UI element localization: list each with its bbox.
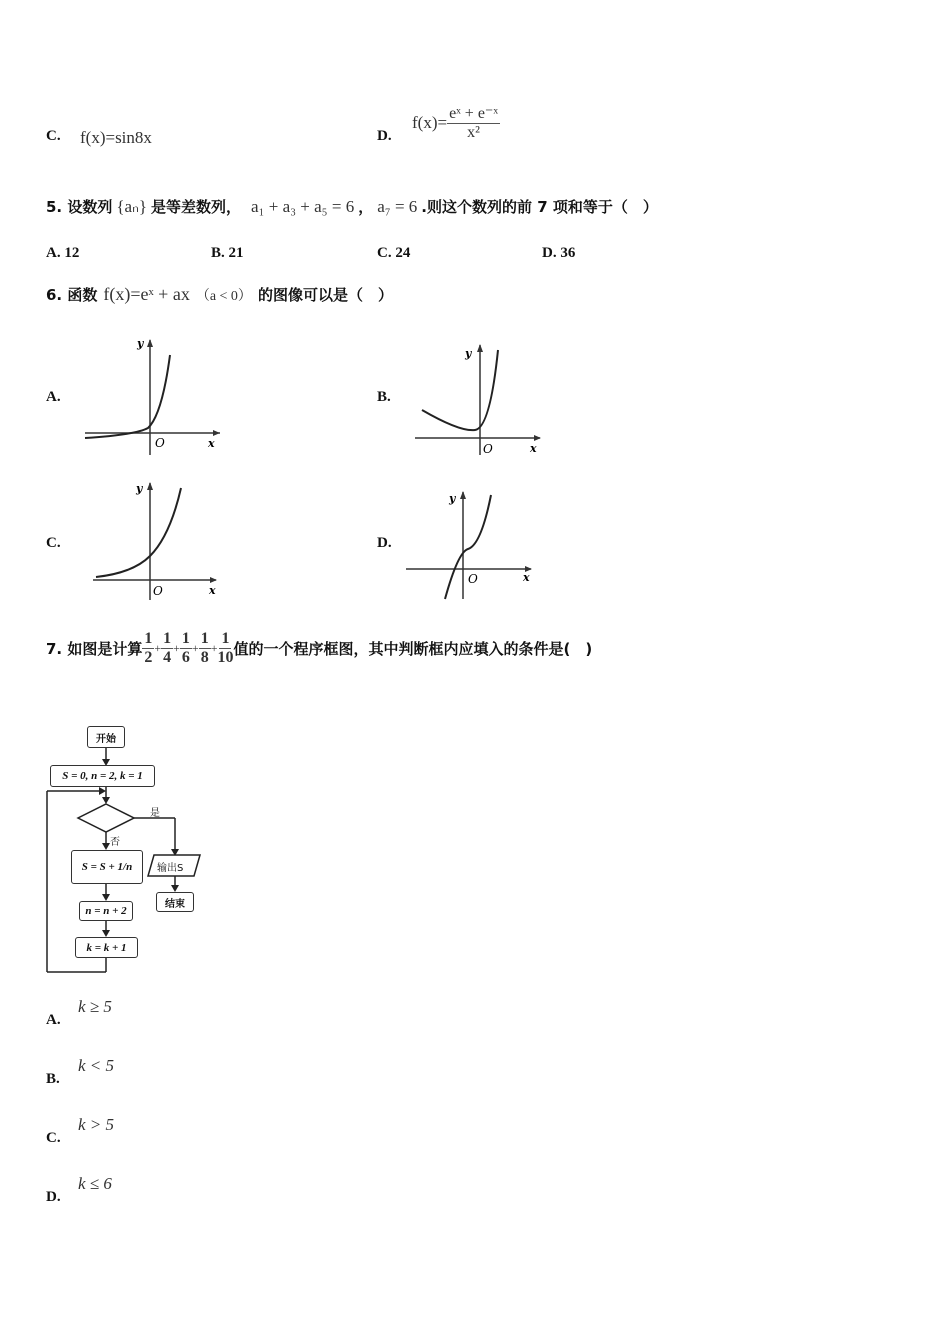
q5-cond2: a₇ = 6 (377, 196, 418, 216)
q5-mid: 是等差数列， (151, 198, 242, 216)
x-axis-label: x (208, 437, 215, 450)
question-6 (46, 284, 393, 305)
flow-init: S = 0, n = 2, k = 1 (50, 765, 155, 787)
x-axis-label: x (530, 442, 537, 455)
flow-n-step: n = n + 2 (79, 901, 133, 921)
y-axis-label: y (465, 347, 472, 360)
q7-option-d-label[interactable]: D. (46, 1189, 61, 1205)
x-axis-label: x (523, 571, 530, 584)
q5-cond1: a₁ + a₃ + a₅ = 6 (251, 196, 355, 216)
q7-option-a-label[interactable]: A. (46, 1012, 61, 1028)
plus: + (154, 641, 162, 655)
q5-post: .则这个数列的前 7 项和等于（ ） (421, 198, 658, 216)
flow-k-step: k = k + 1 (75, 937, 138, 958)
frac-den: 4 (163, 649, 172, 666)
frac-num: 1 (221, 630, 230, 647)
label: D. (542, 245, 557, 261)
denominator: x² (467, 124, 480, 141)
formula-lhs: f(x)= (412, 112, 448, 132)
frac-num: 1 (181, 630, 190, 647)
value: 24 (395, 245, 411, 261)
q7-pre: 7. 如图是计算 (46, 640, 143, 658)
origin-label: O (483, 442, 493, 456)
flow-end (156, 892, 194, 912)
q7-option-c-value: k > 5 (78, 1115, 115, 1134)
frac-den: 6 (181, 649, 190, 666)
q7-option-b-label[interactable]: B. (46, 1071, 60, 1087)
origin-label: O (155, 436, 165, 450)
graph-c (78, 478, 223, 603)
plus: + (191, 641, 199, 655)
q4-option-d-expr (412, 103, 500, 142)
flowchart (44, 722, 204, 977)
q6-option-a-label[interactable]: A. (46, 389, 61, 405)
graph-b (410, 340, 545, 460)
origin-label: O (468, 572, 478, 586)
graph-a (80, 335, 225, 460)
label: B. (211, 245, 225, 261)
frac-num: 1 (163, 630, 172, 647)
q7-option-a-value: k ≥ 5 (78, 997, 112, 1016)
q4-option-c-expr: f(x)=sin8x (80, 128, 152, 147)
q5-sep: ， (358, 198, 374, 216)
q6-cond: （a < 0） (195, 288, 252, 304)
q5-option-d[interactable] (542, 245, 575, 262)
flow-no: 否 (110, 837, 120, 848)
q6-post: 的图像可以是（ ） (257, 286, 393, 304)
flow-yes: 是 (150, 808, 160, 819)
graph-d (403, 487, 538, 602)
q7-option-c-label[interactable]: C. (46, 1130, 61, 1146)
value: 12 (64, 245, 80, 261)
q7-post: 值的一个程序框图，其中判断框内应填入的条件是( ) (233, 640, 593, 658)
frac-num: 1 (144, 630, 153, 647)
plus: + (210, 641, 218, 655)
q4-option-d-label: D. (377, 128, 392, 144)
label: A. (46, 245, 61, 261)
q5-pre: 5. 设数列 (46, 198, 113, 216)
frac-den: 8 (200, 649, 209, 666)
origin-label: O (153, 584, 163, 598)
start-text: 开始 (96, 733, 116, 745)
x-axis-label: x (209, 584, 216, 597)
q5-option-c[interactable] (377, 245, 410, 262)
q7-option-b-value: k < 5 (78, 1056, 115, 1075)
q5-seq: {aₙ} (116, 196, 147, 216)
q4-option-c-label: C. (46, 128, 61, 144)
label: C. (377, 245, 392, 261)
y-axis-label: y (137, 337, 144, 350)
plus: + (173, 641, 180, 655)
frac-den: 2 (144, 649, 153, 666)
q6-pre: 6. 函数 (46, 286, 98, 304)
q6-option-d-label[interactable]: D. (377, 535, 392, 551)
q7-option-d-value: k ≤ 6 (78, 1174, 112, 1193)
question-7 (46, 630, 592, 667)
q6-option-c-label[interactable]: C. (46, 535, 61, 551)
end-text: 结束 (165, 898, 185, 910)
flow-assign: S = S + 1/n (71, 850, 143, 884)
frac-num: 1 (200, 630, 209, 647)
value: 36 (560, 245, 576, 261)
q5-option-a[interactable] (46, 245, 79, 262)
flow-output: 输出S (157, 863, 184, 874)
y-axis-label: y (136, 482, 143, 495)
numerator: eˣ + e⁻ˣ (449, 105, 498, 122)
q6-expr: f(x)=eˣ + ax (103, 284, 190, 304)
q6-option-b-label[interactable]: B. (377, 389, 391, 405)
y-axis-label: y (449, 492, 456, 505)
q5-option-b[interactable] (211, 245, 244, 262)
value: 21 (228, 245, 244, 261)
question-5 (46, 196, 658, 217)
frac-den: 10 (217, 649, 234, 666)
flow-start (87, 726, 125, 748)
